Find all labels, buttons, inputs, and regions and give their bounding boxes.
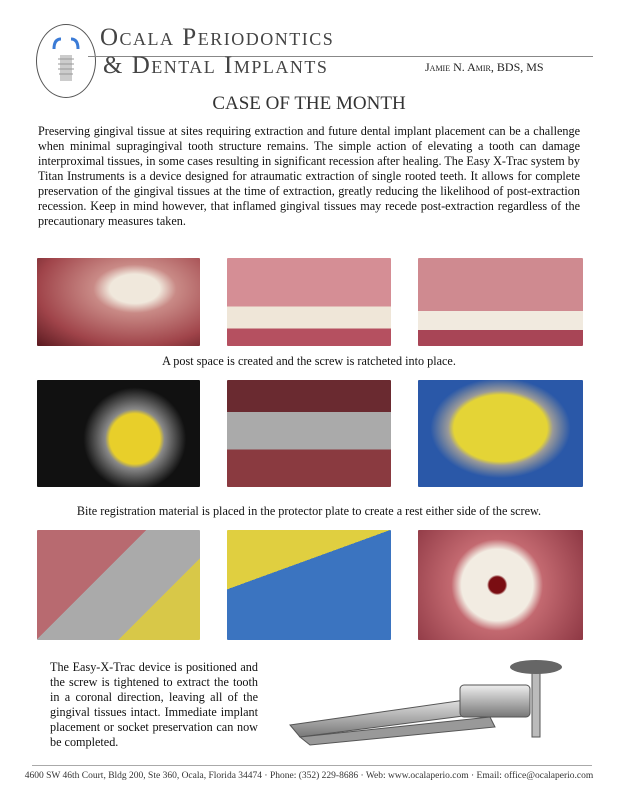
- photo-tooth-before: [37, 258, 200, 346]
- photo-bite-material: [37, 380, 200, 487]
- closing-paragraph: The Easy-X-Trac device is positioned and the screw is tightened to extract the tooth in a coronal direction, leaving all of the gingival tissues intact. Immediate implant placement or socket preservation can now be completed.: [50, 660, 258, 749]
- photo-extracted-tooth: [227, 530, 391, 640]
- footer-contact: 4600 SW 46th Court, Bldg 200, Ste 360, Ocala, Florida 34474 · Phone: (352) 229-8686 · Web: www.ocalaperio.com · Email: office@ocalaperio.com: [24, 771, 594, 781]
- implant-logo-icon: [36, 24, 96, 98]
- page-title: CASE OF THE MONTH: [212, 93, 406, 114]
- brand-name-line2: & Dental Implants: [103, 52, 329, 79]
- photo-protector-plate: [227, 380, 391, 487]
- brand-name-line1: Ocala Periodontics: [100, 24, 335, 51]
- photo-extraction-site: [418, 530, 583, 640]
- photo-device-positioned: [37, 530, 200, 640]
- easy-x-trac-device-image: [280, 655, 590, 760]
- footer-divider: [32, 765, 592, 766]
- intro-paragraph: Preserving gingival tissue at sites requiring extraction and future dental implant placement can be a challenge when minimal supragingival tooth structure remains. The simple action of elevating a tooth can damage interproximal tissues, in some cases resulting in significant recession after healing. The Easy X-Trac system by Titan Instruments is a device designed for atraumatic extraction of single rooted teeth. It allows for complete preservation of the gingival tissues at the time of extraction, greatly reducing the likelihood of post-extraction recession. Keep in mind however, that inflamed gingival tissues may recede post-extraction regardless of the precautionary measures taken.: [38, 124, 580, 228]
- photo-screw-placed: [418, 258, 583, 346]
- photo-post-space: [227, 258, 391, 346]
- photo-bite-registration: [418, 380, 583, 487]
- caption-1: A post space is created and the screw is ratcheted into place.: [162, 354, 456, 368]
- caption-2: Bite registration material is placed in the protector plate to create a rest either side of the screw.: [76, 504, 542, 518]
- doctor-name: Jamie N. Amir, BDS, MS: [425, 60, 544, 74]
